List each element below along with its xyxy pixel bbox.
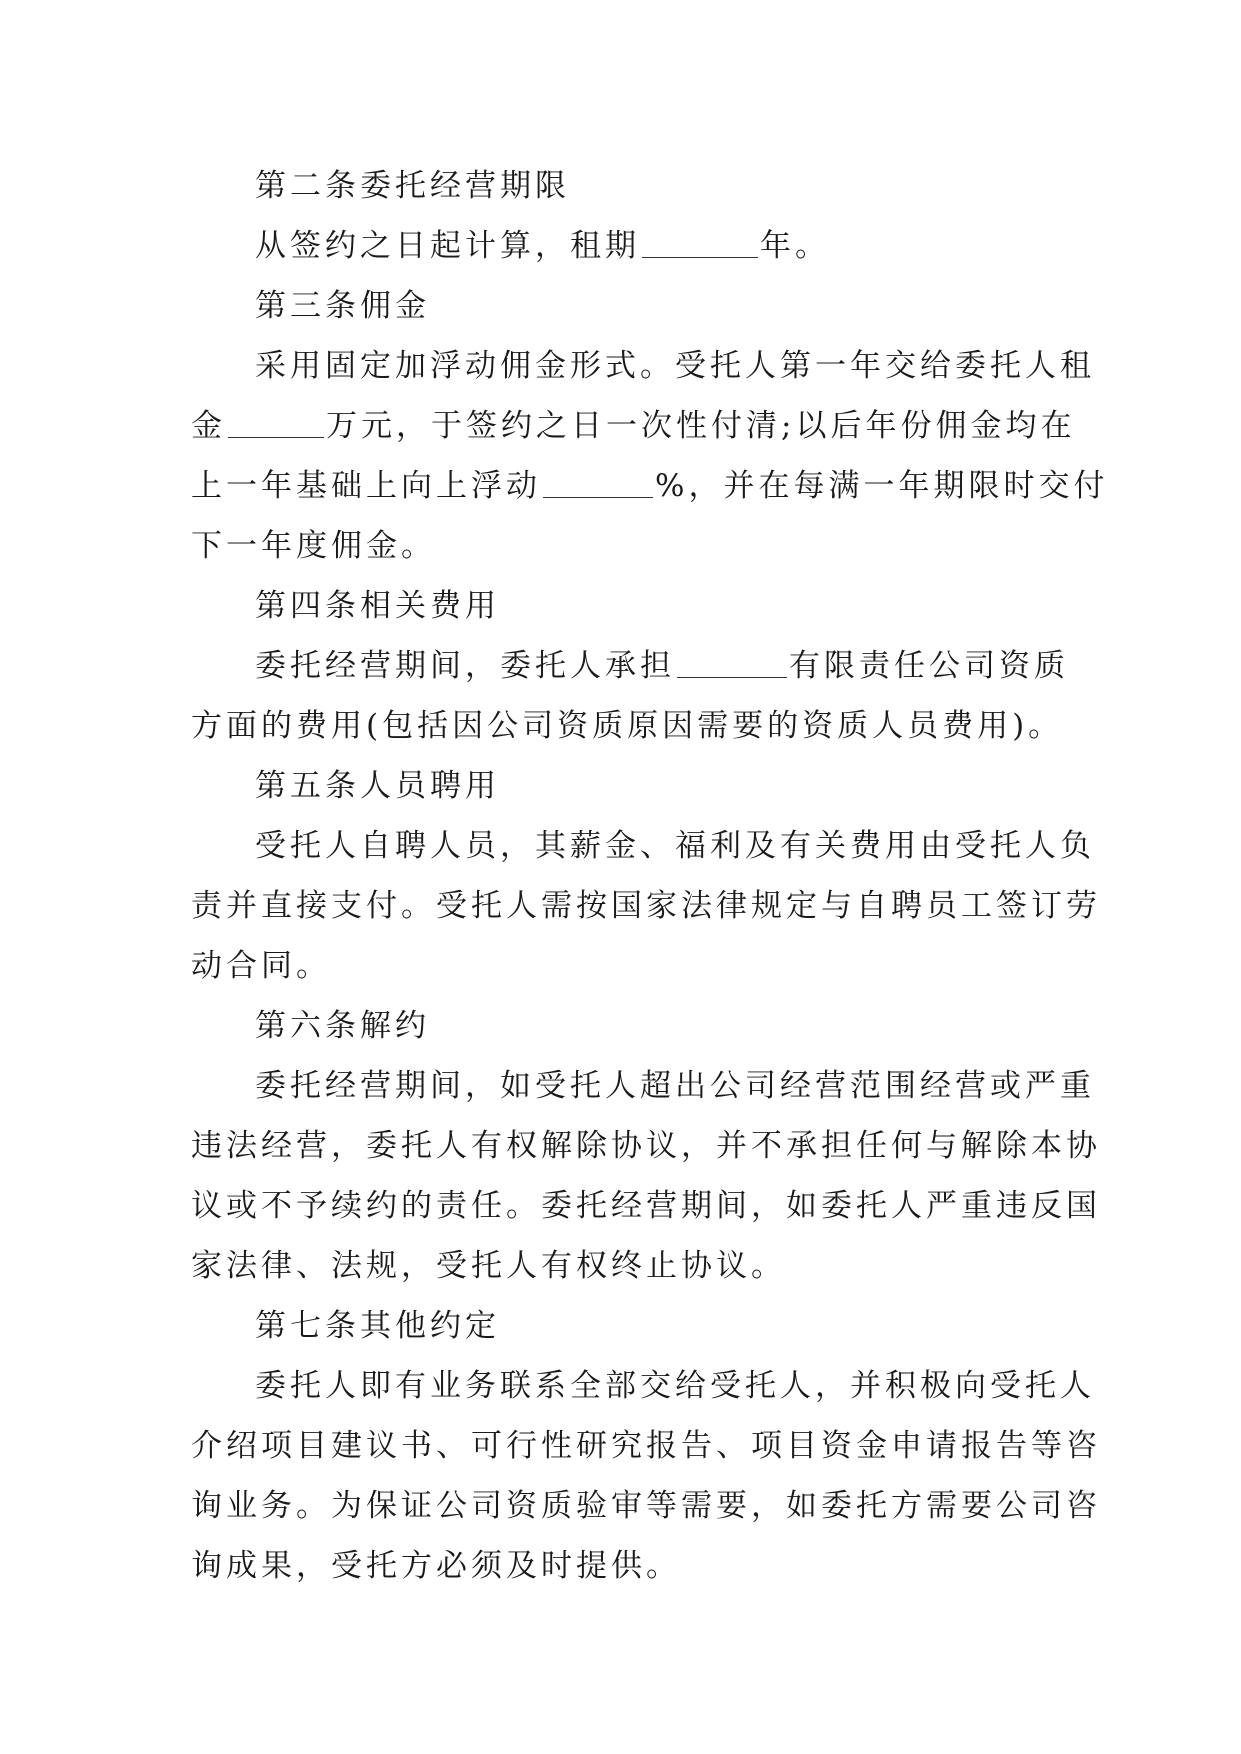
article-5-text-line-3: 动合同。 xyxy=(191,948,331,984)
article-2-text-a: 从签约之日起计算，租期 xyxy=(255,228,640,264)
article-7-text-line-1: 委托人即有业务联系全部交给受托人，并积极向受托人 xyxy=(255,1368,1095,1404)
article-3-text-3b: %，并在每满一年期限时交付 xyxy=(655,468,1109,504)
article-7-text-line-3: 询业务。为保证公司资质验审等需要，如委托方需要公司咨 xyxy=(191,1488,1101,1524)
article-6-heading: 第六条解约 xyxy=(255,1008,430,1044)
article-2-heading: 第二条委托经营期限 xyxy=(255,168,570,204)
article-4-heading: 第四条相关费用 xyxy=(255,588,500,624)
article-3-text-line-3 xyxy=(191,456,1109,516)
article-4-text-line-1 xyxy=(191,636,1069,696)
article-3-text-line-1: 采用固定加浮动佣金形式。受托人第一年交给委托人租 xyxy=(255,348,1095,384)
article-6-text-line-3: 议或不予续约的责任。委托经营期间，如委托人严重违反国 xyxy=(191,1188,1101,1224)
article-3-text-3a: 上一年基础上向上浮动 xyxy=(191,468,541,504)
article-3-text-2a: 金 xyxy=(191,408,226,444)
article-5-text-line-2: 责并直接支付。受托人需按国家法律规定与自聘员工签订劳 xyxy=(191,888,1101,924)
article-7-text-line-2: 介绍项目建议书、可行性研究报告、项目资金申请报告等咨 xyxy=(191,1428,1101,1464)
document-body xyxy=(191,156,1109,1596)
rent-amount-blank xyxy=(228,437,324,438)
article-4-text-1b: 有限责任公司资质 xyxy=(789,648,1069,684)
article-4-text-1a: 委托经营期间，委托人承担 xyxy=(255,648,675,684)
lease-term-blank xyxy=(642,257,758,258)
article-2-text-line-1 xyxy=(191,216,1061,276)
article-3-text-2b: 万元，于签约之日一次性付清;以后年份佣金均在 xyxy=(326,408,1076,444)
article-6-text-line-4: 家法律、法规，受托人有权终止协议。 xyxy=(191,1248,786,1284)
article-4-text-line-2: 方面的费用(包括因公司资质原因需要的资质人员费用)。 xyxy=(191,708,1064,744)
float-percent-blank xyxy=(543,497,653,498)
article-3-text-line-4: 下一年度佣金。 xyxy=(191,528,436,564)
article-2-text-b: 年。 xyxy=(760,228,830,264)
article-6-text-line-1: 委托经营期间，如受托人超出公司经营范围经营或严重 xyxy=(255,1068,1095,1104)
article-7-text-line-4: 询成果，受托方必须及时提供。 xyxy=(191,1548,681,1584)
article-5-text-line-1: 受托人自聘人员，其薪金、福利及有关费用由受托人负 xyxy=(255,828,1095,864)
article-7-heading: 第七条其他约定 xyxy=(255,1308,500,1344)
company-name-blank xyxy=(677,677,787,678)
article-6-text-line-2: 违法经营，委托人有权解除协议，并不承担任何与解除本协 xyxy=(191,1128,1101,1164)
article-5-heading: 第五条人员聘用 xyxy=(255,768,500,804)
article-3-text-line-2 xyxy=(191,396,1076,456)
article-3-heading: 第三条佣金 xyxy=(255,288,430,324)
